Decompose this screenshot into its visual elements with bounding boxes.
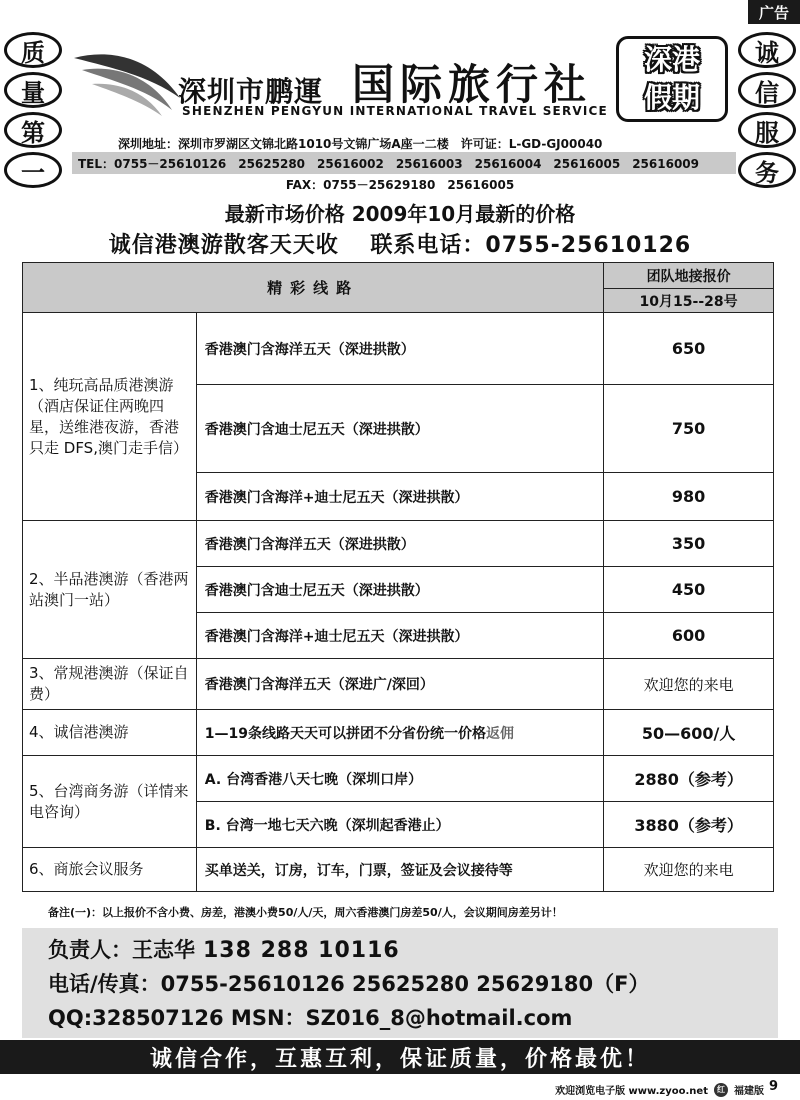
category-cell: 3、常规港澳游（保证自费） <box>23 659 197 710</box>
footer-edition: 福建版 <box>734 1086 764 1097</box>
seal-char: 一 <box>4 152 62 188</box>
header-price: 团队地接报价 <box>604 263 774 289</box>
price-cell: 欢迎您的来电 <box>604 659 774 710</box>
price-cell: 980 <box>604 473 774 521</box>
footer <box>555 1082 764 1097</box>
seal-char: 第 <box>4 112 62 148</box>
price-cell: 3880（参考） <box>604 802 774 848</box>
category-cell: 1、纯玩高品质港澳游（酒店保证住两晚四星，送维港夜游，香港只走 DFS,澳门走手信） <box>23 313 197 521</box>
rebate-text: 返佣 <box>486 725 515 742</box>
price-cell: 600 <box>604 613 774 659</box>
price-cell: 50—600/人 <box>604 710 774 756</box>
route-cell <box>196 710 603 756</box>
company-name-script: 国际旅行社 <box>352 60 593 109</box>
company-logo-icon <box>72 48 182 118</box>
header-date: 10月15--28号 <box>604 289 774 313</box>
slogan-bar: 诚信合作，互惠互利，保证质量，价格最优！ <box>0 1040 800 1074</box>
header-routes: 精彩线路 <box>23 263 604 313</box>
contact-box <box>22 928 778 1038</box>
badge-line: 深港 <box>643 43 700 76</box>
badge-line: 假期 <box>643 81 700 114</box>
route-cell: 香港澳门含海洋五天（深进拱散） <box>196 313 603 385</box>
price-cell: 650 <box>604 313 774 385</box>
seal-char: 质 <box>4 32 62 68</box>
price-cell: 350 <box>604 521 774 567</box>
ad-tag: 广告 <box>748 0 800 24</box>
company-name-en: SHENZHEN PENGYUN INTERNATIONAL TRAVEL SERVICE <box>182 104 608 118</box>
tel-bar: TEL：0755－25610126 25625280 25616002 25616003 25616004 25616005 25616009 <box>72 152 736 174</box>
shenzhen-hk-holiday-badge <box>616 36 728 122</box>
seal-char: 诚 <box>738 32 796 68</box>
contact-im: QQ:328507126 MSN：SZ016_8@hotmail.com <box>48 1006 573 1030</box>
routes-price-table <box>22 262 774 892</box>
price-cell: 750 <box>604 385 774 473</box>
route-text: 1—19条线路天天可以拼团不分省份统一价格 <box>204 725 487 742</box>
note-text: 备注(一)：以上报价不含小费、房差，港澳小费50/人/天，周六香港澳门房差50/人，会议期间房差另计！ <box>48 906 563 919</box>
contact-mobile: 138 288 10116 <box>203 938 400 963</box>
route-cell: B. 台湾一地七天六晚（深圳起香港止） <box>196 802 603 848</box>
contact-phone: 电话/传真：0755-25610126 25625280 25629180（F） <box>48 972 650 996</box>
left-slogan-seals <box>4 32 62 188</box>
route-cell: 香港澳门含迪士尼五天（深进拱散） <box>196 567 603 613</box>
route-cell: 香港澳门含海洋+迪士尼五天（深进拱散） <box>196 613 603 659</box>
page-number: 9 <box>768 1079 778 1094</box>
category-cell: 6、商旅会议服务 <box>23 848 197 892</box>
footer-browse-text: 欢迎浏览电子版 www.zyoo.net <box>555 1086 708 1097</box>
fax-text: FAX：0755－25629180 25616005 <box>285 178 515 192</box>
category-cell: 4、诚信港澳游 <box>23 710 197 756</box>
seal-char: 务 <box>738 152 796 188</box>
address-text: 深圳地址：深圳市罗湖区文锦北路1010号文锦广场A座一二楼 许可证：L-GD-GJ00040 <box>118 137 603 151</box>
seal-char: 量 <box>4 72 62 108</box>
price-cell: 2880（参考） <box>604 756 774 802</box>
seal-char: 服 <box>738 112 796 148</box>
seal-char: 信 <box>738 72 796 108</box>
route-cell: 香港澳门含海洋+迪士尼五天（深进拱散） <box>196 473 603 521</box>
contact-person-line <box>48 934 400 964</box>
magazine-logo-icon: 红 <box>714 1083 728 1097</box>
route-cell: 买单送关，订房，订车，门票，签证及会议接待等 <box>196 848 603 892</box>
price-cell: 欢迎您的来电 <box>604 848 774 892</box>
contact-person: 负责人：王志华 <box>48 938 195 962</box>
headline-contact: 诚信港澳游散客天天收 联系电话：0755-25610126 <box>108 233 692 258</box>
route-cell: 香港澳门含海洋五天（深进广/深回） <box>196 659 603 710</box>
company-name-cn: 深圳市鹏運 <box>178 75 324 108</box>
category-cell: 2、半品港澳游（香港两站澳门一站） <box>23 521 197 659</box>
route-cell: A. 台湾香港八天七晚（深圳口岸） <box>196 756 603 802</box>
route-cell: 香港澳门含海洋五天（深进拱散） <box>196 521 603 567</box>
route-cell: 香港澳门含迪士尼五天（深进拱散） <box>196 385 603 473</box>
right-slogan-seals <box>738 32 796 188</box>
category-cell: 5、台湾商务游（详情来电咨询） <box>23 756 197 848</box>
price-cell: 450 <box>604 567 774 613</box>
headline-price: 最新市场价格 2009年10月最新的价格 <box>224 202 576 226</box>
